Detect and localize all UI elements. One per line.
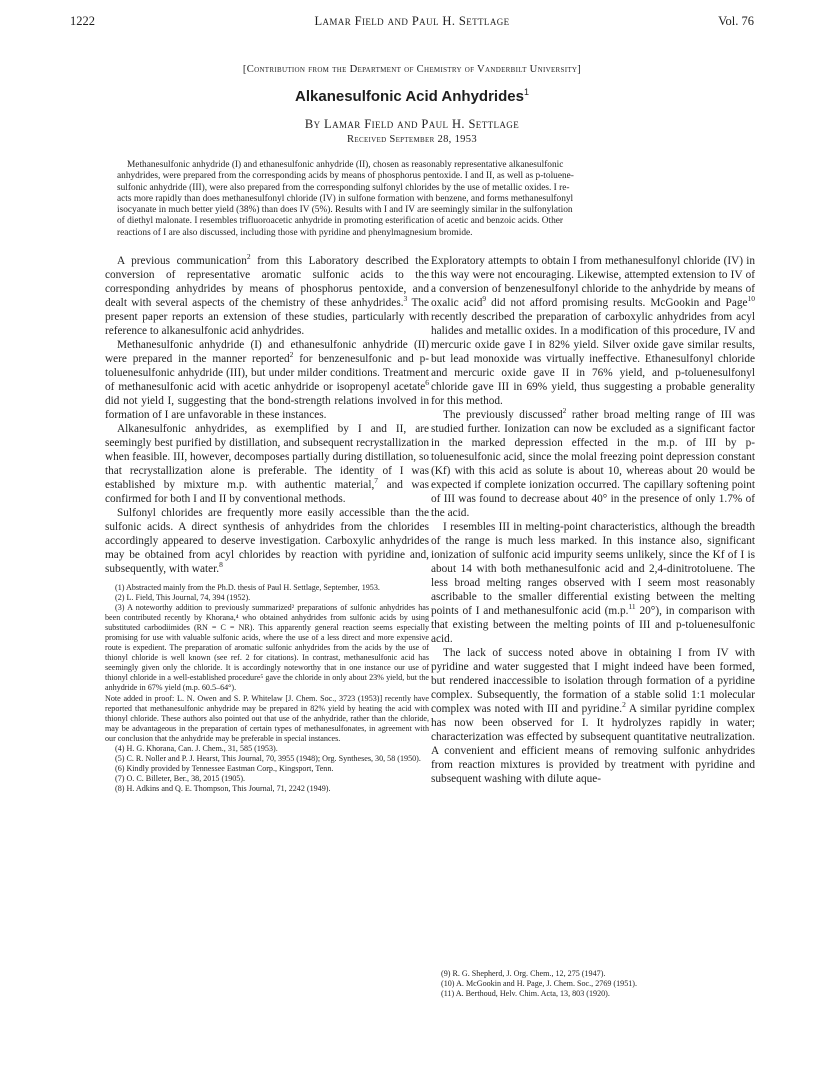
footnotes (105, 583, 429, 794)
paragraph-text: Methanesulfonic anhydride (I) and ethanesulfonic anhydride (II) were prepared in the manner reported (105, 339, 429, 365)
paragraph-text: Exploratory attempts to obtain I from methanesulfonyl chloride (IV) in this way were not encouraging. Likewise, attempted extension to IV of a conversion of benzenesulfonyl chloride to the anhydride by means of oxalic acid (431, 255, 755, 309)
abstract (117, 160, 707, 239)
footnote: (7) O. C. Billeter, Ber., 38, 2015 (1905). (115, 773, 246, 783)
paragraph-text: did not afford promising results. McGookin and Page (486, 297, 748, 309)
article-title (70, 87, 754, 105)
citation-marker: 7 (374, 476, 379, 486)
footnote: (1) Abstracted mainly from the Ph.D. thesis of Paul H. Settlage, September, 1953. (115, 583, 380, 592)
abstract-line: acts more rapidly than does methanesulfonyl chloride (IV) in sulfone formation with benzene, and forms methanesulfonyl (117, 193, 574, 204)
paragraph-text: The lack of success noted above in obtaining I from IV with pyridine and water suggested that I might indeed have been formed, but rendered inaccessible to isolation through formation of a pyridine complex. Subsequently, the formation of a stable solid 1:1 molecular complex was noted with III and pyridine. (431, 647, 755, 715)
running-head (70, 14, 754, 34)
body-paragraph (431, 646, 755, 786)
paragraph-text: The present paper reports an extension of these studies, particularly with reference to alkanesulfonic acid anhydrides. (105, 297, 430, 337)
paragraph-text: did not yield I, suggesting that the bond-strength relations involved in formation of I are unfavorable in these instances. (105, 395, 429, 421)
body-paragraph (431, 254, 755, 408)
paragraph-text: 20°), in comparison with that existing between the melting points of III and p-toluenesulfonic acid. (431, 605, 755, 645)
footnote: (8) H. Adkins and Q. E. Thompson, This Journal, 71, 2242 (1949). (115, 783, 331, 793)
citation-marker: 11 (628, 602, 636, 612)
citation-marker: 6 (425, 378, 429, 388)
article-title-text: Alkanesulfonic Acid Anhydrides (295, 88, 524, 105)
paragraph-text: Sulfonyl chlorides are frequently more easily accessible than the sulfonic acids. A direct synthesis of anhydrides from the chlorides accordingly appeared to deserve investigation. Carboxylic anhydrides may be obtained from acyl chlorides by reaction with pyridine and, subsequently, with water. (105, 507, 429, 575)
citation-marker: 10 (747, 294, 755, 304)
paragraph-text: from this Laboratory described the conversion of representative aromatic sulfonic acids to the corresponding anhydrides by means of phosphorus pentoxide, and dealt with several aspects of the chemistry of these anhydrides. (105, 255, 429, 309)
abstract-line: isocyanate in much better yield (38%) than does IV (5%). Results with I and IV are seemingly similar in the sulfonylation (117, 205, 573, 215)
citation-marker: 2 (246, 252, 251, 262)
footnote: (6) Kindly provided by Tennessee Eastman Corp., Kingsport, Tenn. (115, 763, 334, 773)
paragraph-text: Alkanesulfonic anhydrides, as exemplified by I and II, are seemingly best purified by distillation, and subsequent recrystallization when feasible. III, however, decomposes partially during distillation, so that recrystallization alone is preferable. The identity of I was established by mixture m.p. with authentic material, (105, 423, 429, 491)
paragraph-text: A similar pyridine complex has now been observed for I. It hydrolyzes rapidly in water; characterization was effected by subsequent quantitative neutralization. A convenient and efficient means of removing sulfonic anhydrides from reaction mixtures is provided by treatment with pyridine and subsequent washing with dilute aque- (431, 703, 755, 785)
abstract-line: reactions of I are also discussed, including those with pyridine and phenylmagnesium bromide. (117, 227, 473, 238)
abstract-line: sulfonic anhydride (III), were also prepared from the corresponding sulfonyl chlorides by the use of metallic oxides. I re- (117, 182, 570, 193)
paragraph-text: recently described the preparation of carboxylic anhydrides from acyl halides and metallic oxides. In a modification of this procedure, IV and mercuric oxide gave I in 82% yield. Silver oxide gave similar results, but lead monoxide was virtually ineffective. Ethanesulfonyl chloride and mercuric oxide gave II in 76% yield, and p-toluenesulfonyl chloride gave III in 69% yield, thus suggesting a probable generality for this method. (431, 311, 755, 407)
body-paragraph (105, 422, 429, 506)
paragraph-text: and was confirmed for both I and II by conventional methods. (105, 479, 429, 505)
body-paragraph (431, 520, 755, 646)
byline: By Lamar Field and Paul H. Settlage (304, 117, 520, 131)
right-column (431, 254, 755, 786)
citation-marker: 2 (289, 350, 294, 360)
right-footnotes (431, 969, 755, 999)
received-date: Received September 28, 1953 (347, 134, 477, 145)
citation-marker: 3 (403, 294, 408, 304)
title-footnote-marker: 1 (523, 87, 529, 97)
running-authors: Lamar Field and Paul H. Settlage (314, 14, 510, 28)
paragraph-text: for benzenesulfonic and p-toluenesulfonic anhydride (III), but under milder conditions. Treatment of methanesulfonic acid with acetic anhydride or isopropenyl acetate (105, 353, 429, 393)
footnote: (9) R. G. Shepherd, J. Org. Chem., 12, 275 (1947). (441, 969, 606, 978)
paragraph-text: rather broad melting range of III was studied further. Ionization can now be excluded as a significant factor in the marked depression effected in the m.p. of III by p-toluenesulfonic acid, since the molal freezing point depression constant (Kf) with this acid as solute is about 10, whereas about 20 would be expected if complete ionization occurred. The capillary softening point of III was found to decrease about 40° in the presence of only 1.7% of the acid. (431, 409, 755, 519)
volume-label: Vol. 76 (718, 14, 754, 28)
abstract-line: anhydrides, were prepared from the corresponding acids by means of phosphorus pentoxide. I and II, as well as p-toluene- (117, 171, 574, 182)
body-paragraph (105, 254, 429, 338)
body-paragraph (105, 338, 429, 422)
page-number: 1222 (70, 14, 95, 28)
paragraph-text: The previously discussed (443, 409, 563, 421)
footnote: (4) H. G. Khorana, Can. J. Chem., 31, 585 (1953). (115, 743, 278, 753)
paragraph-text: I resembles III in melting-point characteristics, although the breadth of the range is much less marked. In this instance also, significant ionization of sulfonic acid impurity seems unlikely, since the Kf of I is about 14 with both methanesulfonic acid and 2,4-dinitrotoluene. The less broad melting ranges observed with I seem most reasonably ascribable to the smaller differential existing between the melting points of I and methanesulfonic acid (m.p. (431, 521, 755, 617)
footnote: (3) A noteworthy addition to previously summarized² preparations of sulfonic anhydrides has been contributed recently by Khorana,⁴ who obtained anhydrides from sulfonic acids by using substituted carbodiimides (RN = C = NR). This apparently general reaction seems especially promising for use with valuable sulfonic acids, where the use of a less direct and more expensive route is expedient. The preparation of aromatic sulfonic anhydrides from the acids by the use of thionyl chloride is well known (see ref. 2 for citations). In contrast, methanesulfonic acid has seemingly given only the chloride. It is accordingly noteworthy that in one instance our use of thionyl chloride in a well-established procedure⁵ gave the chloride in only about 23% yield, but the anhydride in 67% yield (m.p. 60.5–64°). (105, 603, 429, 693)
footnote-note-added-in-proof: Note added in proof: L. N. Owen and S. P. Whitelaw [J. Chem. Soc., 3723 (1953)] recently have reported that methanesulfonic anhydride may be prepared in 82% yield by heating the acid with thionyl chloride. These authors also pointed out that use of the anhydride, rather than the chloride, may be advantageous in the preparation of certain types of methanesulfonates, in agreement with our conclusion that the anhydride may be preferable in special instances. (105, 693, 429, 743)
citation-marker: 8 (219, 560, 223, 570)
paragraph-text: A previous communication (117, 255, 247, 267)
body-paragraph (431, 408, 755, 520)
citation-marker: 9 (482, 294, 487, 304)
left-column (105, 254, 429, 794)
abstract-line: Methanesulfonic anhydride (I) and ethanesulfonic anhydride (II), chosen as reasonably representative alkanesulfonic (127, 160, 564, 170)
footnote: (10) A. McGookin and H. Page, J. Chem. Soc., 2769 (1951). (441, 979, 638, 989)
footnote: (11) A. Berthoud, Helv. Chim. Acta, 13, 803 (1920). (441, 989, 610, 999)
footnote: (2) L. Field, This Journal, 74, 394 (1952). (115, 593, 251, 603)
citation-marker: 2 (562, 406, 567, 416)
contribution-line: [Contribution from the Department of Chemistry of Vanderbilt University] (242, 64, 582, 75)
citation-marker: 2 (622, 700, 626, 710)
footnote: (5) C. R. Noller and P. J. Hearst, This Journal, 70, 3955 (1948); Org. Syntheses, 30, 58 (1950). (115, 753, 421, 763)
body-paragraph (105, 506, 429, 576)
abstract-line: of diethyl malonate. I resembles trifluoroacetic anhydride in promoting esterification of acetic and benzoic acids. Other (117, 216, 563, 227)
